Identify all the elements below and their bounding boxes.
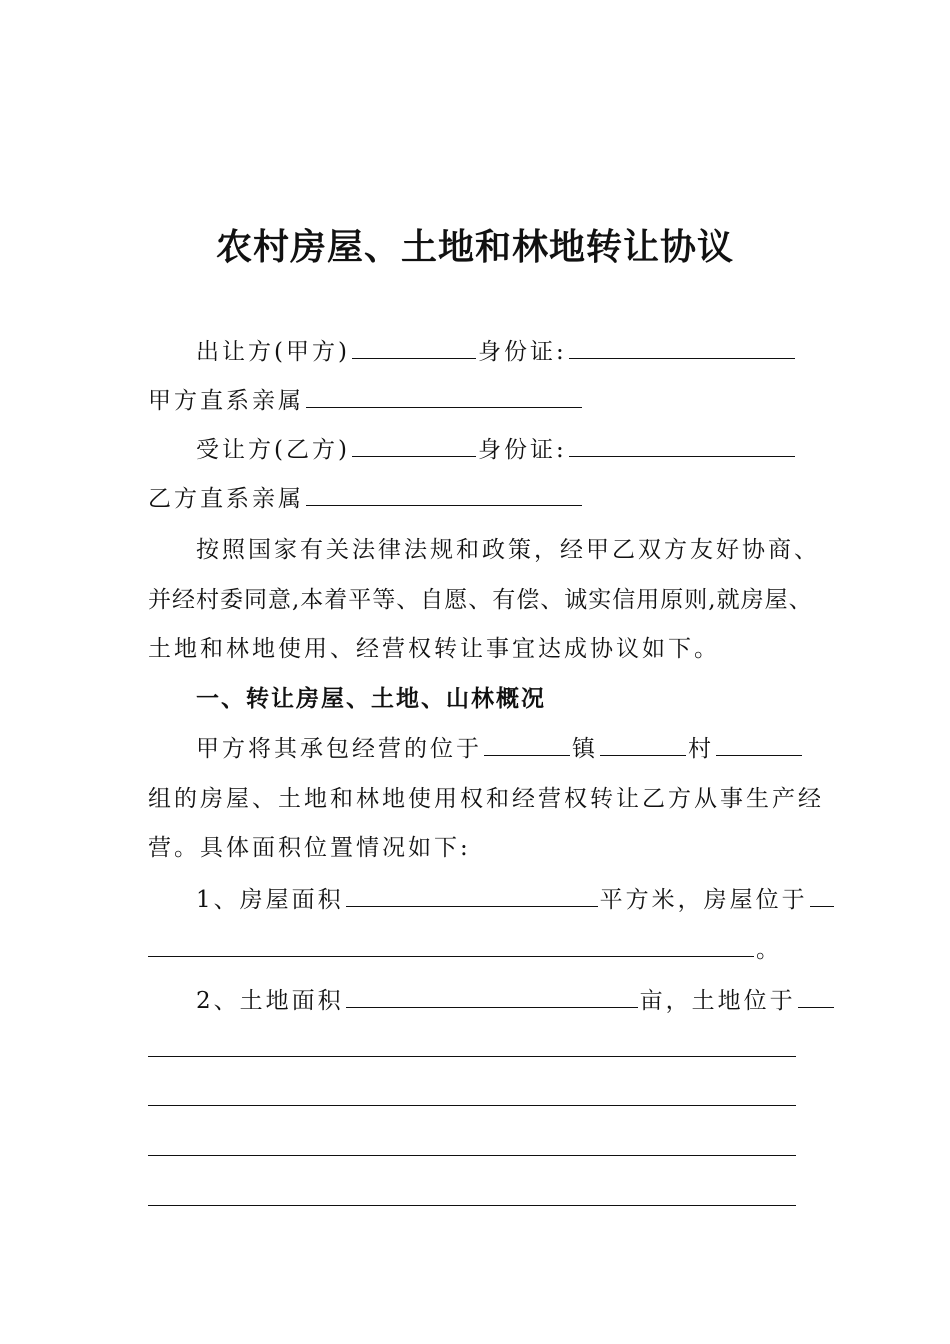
intro-line-1: 按照国家有关法律法规和政策，经甲乙双方友好协商、 <box>196 537 820 563</box>
party-b-name-blank <box>352 432 476 457</box>
land-location-blank-start <box>798 983 834 1008</box>
party-a-relatives-label: 甲方直系亲属 <box>148 388 304 414</box>
blank-rule-2 <box>148 1105 796 1106</box>
village-blank <box>600 731 686 756</box>
blank-rule-3 <box>148 1155 796 1156</box>
village-label: 村 <box>688 736 714 762</box>
group-blank <box>716 731 802 756</box>
intro-line-2: 并经村委同意,本着平等、自愿、有偿、诚实信用原则,就房屋、 <box>148 587 813 613</box>
item-2-unit: 亩，土地位于 <box>639 988 796 1014</box>
item-1-end: 。 <box>756 937 782 963</box>
town-label: 镇 <box>572 736 598 762</box>
party-a-relatives-line <box>148 383 584 418</box>
party-a-id-blank <box>569 334 795 359</box>
house-location-blank <box>148 932 754 957</box>
party-b-id-blank <box>569 432 795 457</box>
party-b-label: 受让方(乙方) <box>196 437 350 463</box>
party-a-id-label: 身份证: <box>477 339 567 365</box>
party-b-relatives-blank <box>306 481 582 506</box>
section-1-heading: 一、转让房屋、土地、山林概况 <box>196 685 546 712</box>
item-1-continuation <box>148 932 782 967</box>
party-b-relatives-line <box>148 481 584 516</box>
blank-rule-1 <box>148 1056 796 1057</box>
item-2-line <box>196 983 836 1018</box>
house-location-blank-start <box>810 882 834 907</box>
party-a-relatives-blank <box>306 383 582 408</box>
land-area-blank <box>346 983 638 1008</box>
item-1-label: 1、房屋面积 <box>196 887 344 913</box>
town-blank <box>484 731 570 756</box>
item-2-label: 2、土地面积 <box>196 988 344 1014</box>
party-b-relatives-label: 乙方直系亲属 <box>148 486 304 512</box>
intro-line-3: 土地和林地使用、经营权转让事宜达成协议如下。 <box>148 636 720 662</box>
document-title: 农村房屋、土地和林地转让协议 <box>215 226 734 268</box>
party-a-name-blank <box>352 334 476 359</box>
item-1-line <box>196 882 836 917</box>
party-b-id-label: 身份证: <box>477 437 567 463</box>
party-a-line <box>196 334 797 369</box>
party-b-line <box>196 432 797 467</box>
item-1-unit: 平方米，房屋位于 <box>599 887 808 913</box>
house-area-blank <box>346 882 598 907</box>
location-prefix: 甲方将其承包经营的位于 <box>196 736 482 762</box>
location-line <box>196 731 804 766</box>
description-line-2: 组的房屋、土地和林地使用权和经营权转让乙方从事生产经 <box>148 786 824 812</box>
party-a-label: 出让方(甲方) <box>196 339 350 365</box>
blank-rule-4 <box>148 1205 796 1206</box>
description-line-3: 营。具体面积位置情况如下: <box>148 835 471 861</box>
